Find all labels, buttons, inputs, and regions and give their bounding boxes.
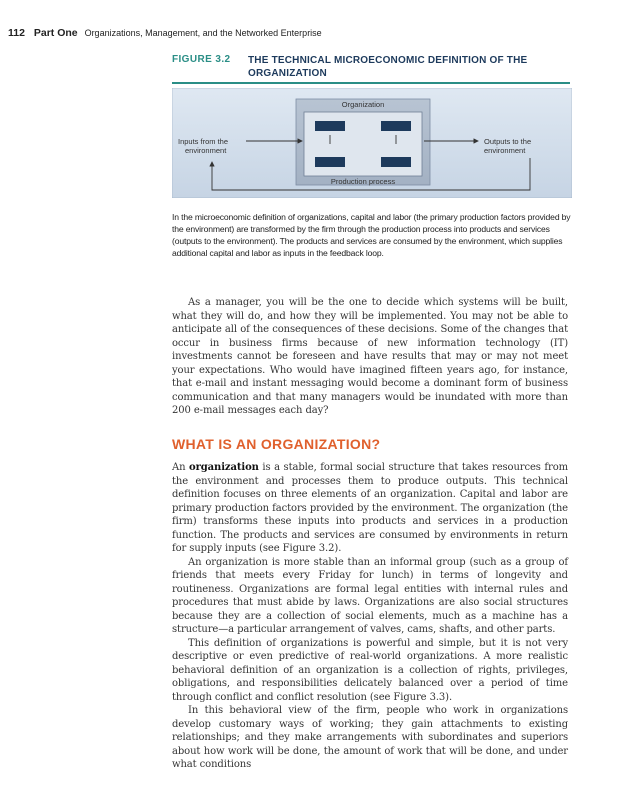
inputs-label-line2: environment (185, 146, 227, 155)
para1-rest: is a stable, formal social structure that takes resources from the environment and processes them to produce outputs. This technical definition focuses on three elements of an organization. Capital and labor are primary production factors provided by the environment. The organization (the firm) transforms these inputs into products and services in a production function. The products and services are consumed by environments in return for supply inputs (see Figure 3.2). (172, 462, 568, 554)
inputs-label-line1: Inputs from the (178, 137, 229, 146)
paragraph-behavioral-view: In this behavioral view of the firm, people who work in organizations develop customary ways of working; they gain attachments to existing relationships; and they make arrangements with subordinates and superiors about how work will be done, the amount of work that will be done, and under what conditions (172, 705, 568, 770)
block-bottom-left (315, 157, 345, 167)
block-top-right (381, 121, 411, 131)
paragraph-organization-definition (172, 461, 568, 556)
para1-lead: An (172, 462, 190, 473)
outputs-label-line1: Outputs to the (484, 137, 532, 146)
section-heading: WHAT IS AN ORGANIZATION? (172, 436, 381, 452)
part-label: Part One (33, 27, 78, 39)
organization-label: Organization (341, 100, 385, 109)
block-top-left (315, 121, 345, 131)
intro-paragraph: As a manager, you will be the one to decide which systems will be built, what they will do, and how they will be implemented. You may not be able to anticipate all of the consequences of these decisions. Some of the changes that occur in business firms because of new information technology (IT) investments cannot be foreseen and have results that may or may not meet your expectations. Who would have imagined fifteen years ago, for instance, that e-mail and instant messaging would become a dominant form of business communication and that many managers would be inundated with more than 200 e-mail messages each day? (172, 297, 568, 416)
part-title: Organizations, Management, and the Networked Enterprise (84, 28, 322, 38)
figure-caption: In the microeconomic definition of organizations, capital and labor (the primary production factors provided by the environment) are transformed by the firm through the production process into products and services (outputs to the environment). The products and services are consumed by the environment, which supplies additional capital and labor as inputs in the feedback loop. (172, 212, 571, 258)
figure-title-rule (172, 82, 570, 84)
section-body (172, 461, 568, 772)
outputs-label-line2: environment (484, 146, 526, 155)
block-bottom-right (381, 157, 411, 167)
production-process-label: Production process (330, 177, 396, 186)
paragraph-behavioral-definition: This definition of organizations is powerful and simple, but it is not very descriptive or even predictive of real-world organizations. A more realistic behavioral definition of an organization is a collection of rights, privileges, obligations, and responsibilities delicately balanced over a period of time through conflict and conflict resolution (see Figure 3.3). (172, 637, 568, 703)
figure-label: FIGURE 3.2 (172, 54, 231, 65)
figure-title: THE TECHNICAL MICROECONOMIC DEFINITION OF THE ORGANIZATION (248, 55, 528, 79)
paragraph-stability: An organization is more stable than an informal group (such as a group of friends that meets every Friday for lunch) in terms of longevity and routineness. Organizations are formal legal entities with internal rules and procedures that must abide by laws. Organizations are also social structures because they are a collection of social elements, much as a machine has a structure—a particular arrangement of valves, cams, shafts, and other parts. (172, 556, 568, 635)
page-number: 112 (8, 27, 25, 39)
term-organization: organization (189, 462, 259, 473)
organization-diagram (172, 88, 572, 198)
running-header (8, 27, 322, 39)
